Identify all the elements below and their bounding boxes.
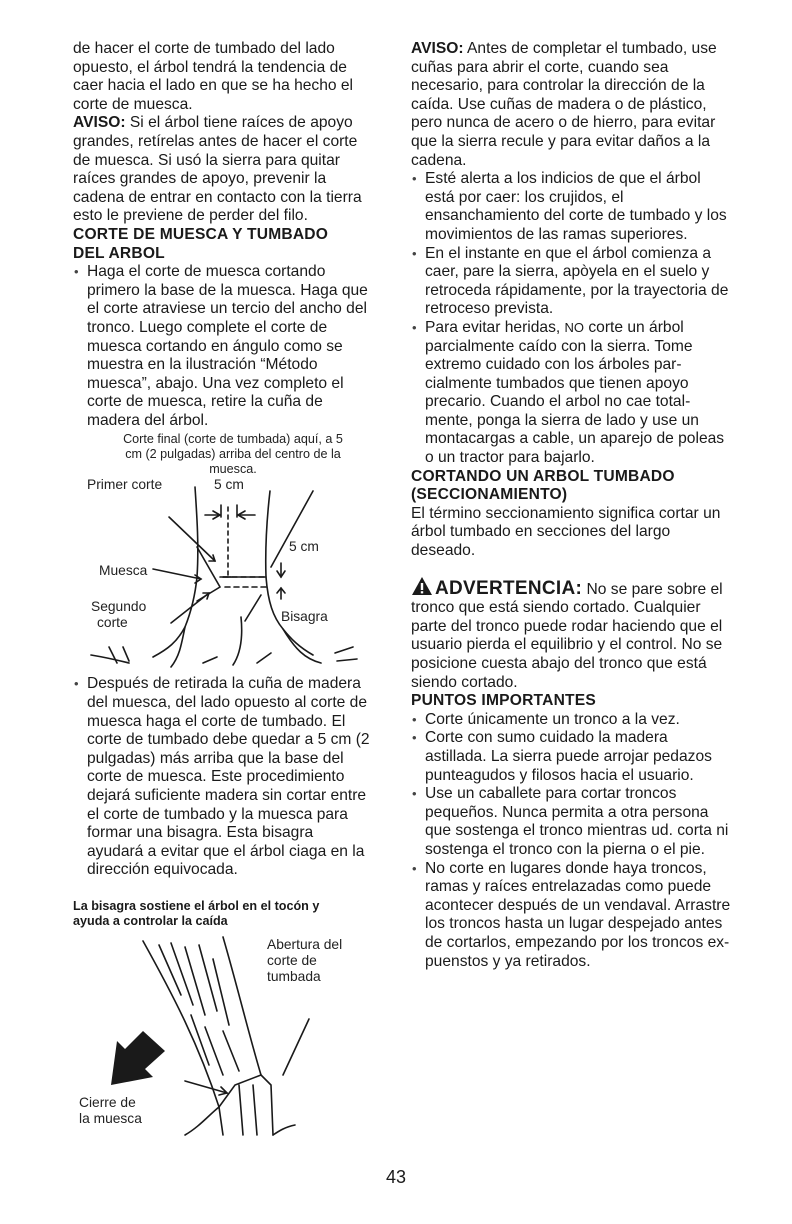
- aviso-label-1: AVISO:: [73, 114, 126, 132]
- section-heading-important: PUNTOS IMPORTANTES: [411, 692, 596, 710]
- bucking-paragraph: El término seccionamiento significa cortar un árbol tumbado en secciones del largo deseado.: [411, 504, 721, 560]
- label-primer-corte: Primer corte: [87, 477, 163, 493]
- list-item: • Use un caballete para cortar troncos pequeños. Nunca permita a otra persona que sostenga el tronco mientras ud. corta ni sostenga el tronco con la pierna o el pie.: [411, 785, 731, 859]
- label-5cm-right: 5 cm: [289, 539, 319, 555]
- right-column: [411, 40, 731, 971]
- label-cierre-1: Cierre de: [79, 1095, 136, 1110]
- page-number: 43: [385, 1167, 407, 1187]
- label-abertura-1: Abertura del: [267, 937, 343, 952]
- list-item: • En el instante en que el árbol comienza a caer, pare la sierra, apòyela en el suelo y retroceda rápidamente, por la trayectoria de retroceso prevista.: [411, 245, 731, 319]
- notch-figure-caption: Corte final (corte de tumbada) aquí, a 5 cm (2 pulgadas) arriba del centro de la muesca.: [123, 432, 343, 477]
- label-cierre-2: la muesca: [79, 1111, 142, 1126]
- aviso-text-2: Antes de completar el tumbado, use cuñas para abrir el corte, cuando sea necesario, para controlar la dirección de la caída. Use cuñas de madera o de plástico, pero nunca de acero o de hierro, para evitar que la sierra recule y para evitar daños a la cadena.: [411, 40, 717, 169]
- list-item: • No corte en lugares donde haya troncos, ramas y raíces entrelazadas como puede acontecer después de un vendaval. Arrastre los troncos hasta un lugar despejado antes de cortarlos, empezando por los troncos expuenstos y ya retirados.: [411, 860, 731, 972]
- warning-text: No se pare sobre el tronco que está siendo cortado. Cualquier parte del tronco puede rodar haciendo que el usuario pierda el equilibrio y el control. No se posicione cuesta abajo del tronco que está siendo cortado.: [411, 580, 723, 691]
- warning-block: [411, 576, 731, 693]
- bullet-list-important: [411, 711, 731, 971]
- list-item: • Corte únicamente un tronco a la vez.: [411, 711, 731, 730]
- hinge-figure-caption: La bisagra sostiene el árbol en el tocón y ayuda a controlar la caída: [73, 899, 320, 928]
- bullet-no-pre: Para evitar heridas,: [425, 318, 565, 336]
- bullet-list-felling: [73, 675, 373, 880]
- label-abertura-2: corte de: [267, 953, 317, 968]
- label-corte: corte: [97, 615, 128, 631]
- label-bisagra: Bisagra: [281, 609, 328, 625]
- list-item: • Esté alerta a los indicios de que el árbol está por caer: los crujidos, el ensanchamiento del corte de tumbado y los movimientos de las ramas superiores.: [411, 170, 731, 244]
- section-heading-bucking: CORTANDO UN ARBOL TUMBADO (SECCIONAMIENTO): [411, 467, 675, 504]
- bullet-no-post: corte un árbol parcialmente caído con la sierra. Tome extremo cuidado con los árboles parcialmente tumbados que tienen apoyo precario. Cuando el arbol no cae totalmente, ponga la sierra de lado y use un montacargas a cable, un aparejo de poleas o un tractor para bajarlo.: [425, 318, 725, 467]
- list-item: • Después de retirada la cuña de madera del muesca, del lado opuesto al corte de muesca haga el corte de tumbado. El corte de tumbado debe quedar a 5 cm (2 pulgadas) más arriba que la base del corte de muesca. Este procedimiento dejará suficiente madera sin cortar entre el corte de tumbado y la muesca para formar una bisagra. Esta bisagra ayudará a evitar que el árbol ciaga en la dirección equivocada.: [73, 675, 373, 880]
- bullet-list-notch: [73, 263, 373, 430]
- bullet-list-felling-alerts: [411, 170, 731, 468]
- label-segundo: Segundo: [91, 599, 147, 615]
- aviso-notice-1: [73, 114, 373, 226]
- intro-paragraph: de hacer el corte de tumbado del lado opuesto, el árbol tendrá la tendencia de caer hacia el lado en que se ha hecho el corte de muesca.: [73, 40, 354, 113]
- aviso-text-1: Si el árbol tiene raíces de apoyo grandes, retírelas antes de hacer el corte de muesca. Si usó la sierra para quitar raíces grandes de apoyo, prevenir la cadena de entrar en contacto con la tierra esto le previene de perder del filo.: [73, 114, 362, 225]
- warning-triangle-icon: [411, 576, 433, 596]
- warning-label: ADVERTENCIA:: [435, 577, 583, 599]
- list-item: • Haga el corte de muesca cortando primero la base de la muesca. Haga que el corte atraviese un tercio del ancho del tronco. Luego complete el corte de muesca cortando en ángulo como se muestra en la ilustración “Método muesca”, abajo. Una vez completo el corte de muesca, retire la cuña de madera del árbol.: [73, 263, 373, 430]
- label-abertura-3: tumbada: [267, 969, 321, 984]
- list-item: [411, 319, 731, 468]
- section-heading-notch: CORTE DE MUESCA Y TUMBADO DEL ARBOL: [73, 225, 329, 262]
- notch-method-figure: [73, 477, 373, 675]
- label-5cm-top: 5 cm: [214, 477, 244, 493]
- hinge-figure: [73, 935, 373, 1143]
- left-column: [73, 40, 373, 1143]
- list-item: • Corte con sumo cuidado la madera astillada. La sierra puede arrojar pedazos punteagudos y filosos hacia el usuario.: [411, 729, 731, 785]
- aviso-notice-2: [411, 40, 731, 170]
- aviso-label-2: AVISO:: [411, 40, 464, 57]
- bullet-no-word: NO: [564, 319, 585, 335]
- label-muesca: Muesca: [99, 563, 148, 579]
